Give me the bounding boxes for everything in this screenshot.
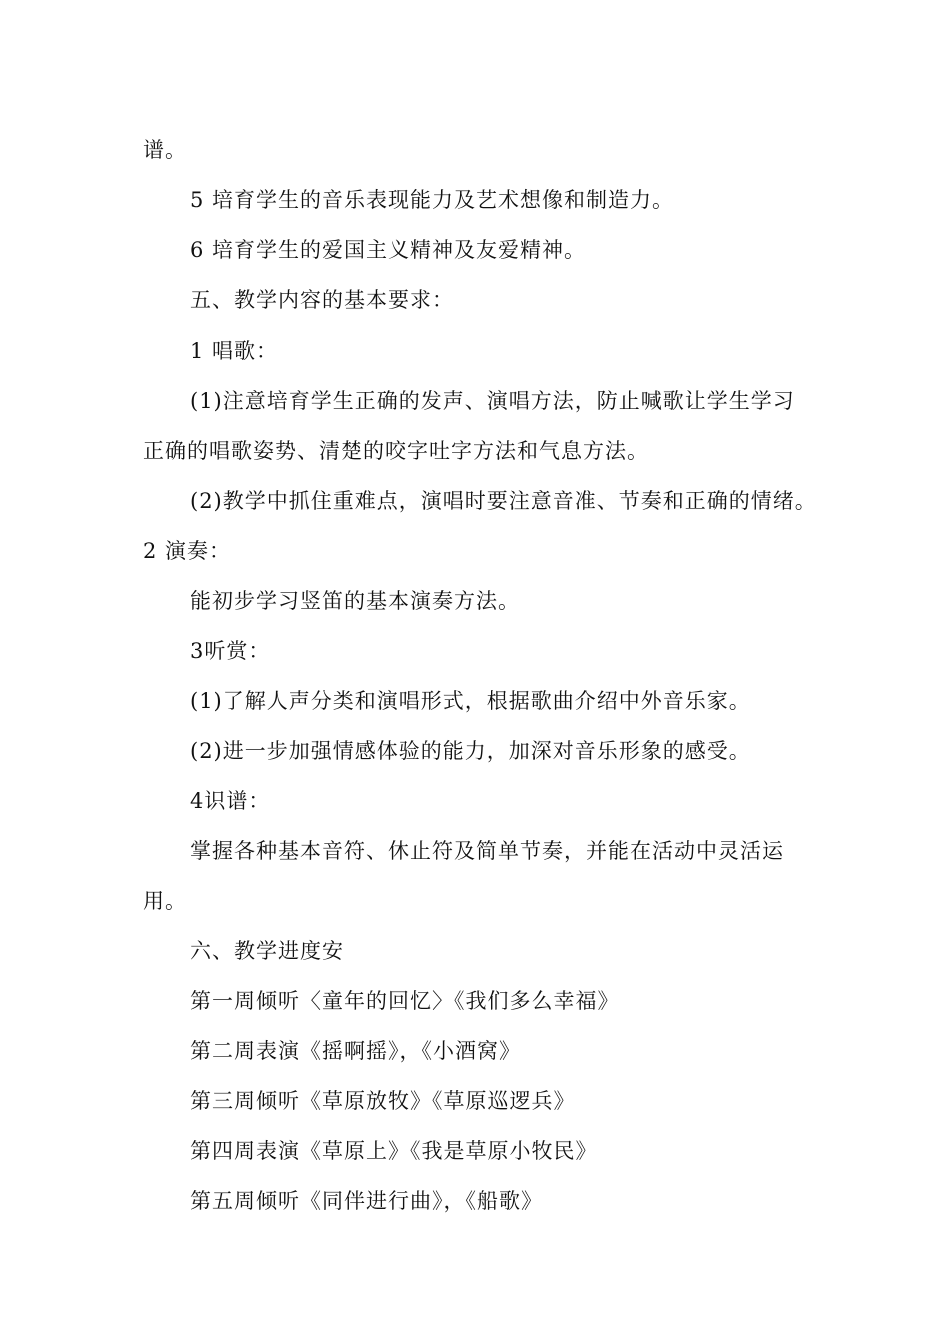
listening-item-2: (2)进一步加强情感体验的能力，加深对音乐形象的感受。 bbox=[190, 739, 751, 763]
schedule-week-5: 第五周倾听《同伴进行曲》，《船歌》 bbox=[190, 1189, 543, 1213]
listening-item-1: (1)了解人声分类和演唱形式，根据歌曲介绍中外音乐家。 bbox=[190, 689, 751, 713]
subheading-performance: 2 演奏： bbox=[143, 539, 232, 563]
schedule-week-2: 第二周表演《摇啊摇》，《小酒窝》 bbox=[190, 1039, 521, 1063]
section-heading-5: 五、教学内容的基本要求： bbox=[190, 288, 454, 312]
subheading-notation: 4识谱： bbox=[190, 789, 271, 813]
subheading-listening: 3听赏： bbox=[190, 639, 271, 663]
singing-item-2: (2)教学中抓住重难点，演唱时要注意音准、节奏和正确的情绪。 bbox=[190, 489, 817, 513]
schedule-week-1: 第一周倾听〈童年的回忆〉《我们多么幸福》 bbox=[190, 989, 620, 1013]
schedule-week-3: 第三周倾听《草原放牧》《草原巡逻兵》 bbox=[190, 1089, 576, 1113]
notation-text: 掌握各种基本音符、休止符及简单节奏，并能在活动中灵活运 bbox=[190, 839, 784, 863]
schedule-week-4: 第四周表演《草原上》《我是草原小牧民》 bbox=[190, 1139, 598, 1163]
goal-item-6: 6 培育学生的爱国主义精神及友爱精神。 bbox=[190, 238, 587, 262]
performance-text: 能初步学习竖笛的基本演奏方法。 bbox=[190, 589, 520, 613]
section-heading-6: 六、教学进度安 bbox=[190, 939, 344, 963]
text-line-continuation-pu: 谱。 bbox=[143, 138, 187, 162]
goal-item-5: 5 培育学生的音乐表现能力及艺术想像和制造力。 bbox=[190, 188, 675, 212]
notation-text-continued: 用。 bbox=[143, 889, 187, 913]
singing-item-1-continued: 正确的唱歌姿势、清楚的咬字吐字方法和气息方法。 bbox=[143, 439, 649, 463]
subheading-singing: 1 唱歌： bbox=[190, 339, 279, 363]
singing-item-1: (1)注意培育学生正确的发声、演唱方法，防止喊歌让学生学习 bbox=[190, 389, 795, 413]
